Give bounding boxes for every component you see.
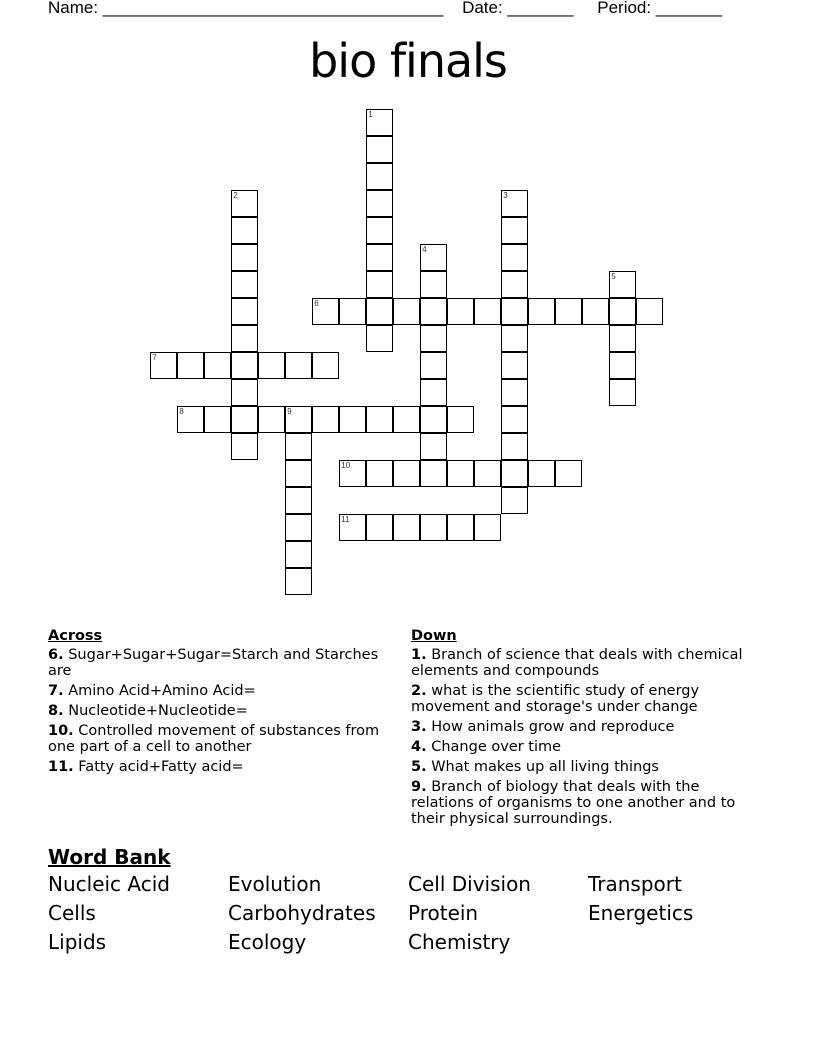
clue-number: 5. (411, 759, 427, 775)
crossword-cell[interactable] (285, 514, 312, 541)
clue-number: 11. (48, 759, 74, 775)
clue-text: Nucleotide+Nucleotide= (68, 703, 248, 719)
crossword-cell[interactable] (231, 433, 258, 460)
crossword-cell[interactable] (231, 298, 258, 325)
word-bank-item: Cells (48, 901, 96, 925)
crossword-cell[interactable] (231, 190, 258, 217)
crossword-cell[interactable] (339, 406, 366, 433)
clue-across-6 (48, 647, 398, 679)
across-clues (48, 628, 398, 779)
crossword-cell[interactable] (285, 433, 312, 460)
crossword-cell[interactable] (366, 460, 393, 487)
clue-number-label: 9 (287, 407, 292, 417)
crossword-cell[interactable] (339, 460, 366, 487)
across-heading: Across (48, 628, 103, 644)
word-bank-item: Protein (408, 901, 479, 925)
crossword-cell[interactable] (582, 298, 609, 325)
clue-number: 4. (411, 739, 427, 755)
crossword-cell[interactable] (501, 460, 528, 487)
crossword-cell[interactable] (285, 568, 312, 595)
clue-number-label: 7 (152, 353, 157, 363)
crossword-cell[interactable] (366, 190, 393, 217)
crossword-cell[interactable] (366, 271, 393, 298)
clue-text: Sugar+Sugar+Sugar=Starch and Starches are (48, 647, 379, 679)
crossword-cell[interactable] (366, 298, 393, 325)
crossword-cell[interactable] (285, 487, 312, 514)
crossword-cell[interactable] (231, 379, 258, 406)
word-bank-item: Chemistry (408, 930, 511, 954)
word-bank (48, 872, 768, 955)
crossword-cell[interactable] (393, 298, 420, 325)
crossword-cell[interactable] (501, 244, 528, 271)
clue-number-label: 2 (233, 191, 238, 201)
crossword-cell[interactable] (474, 460, 501, 487)
crossword-cell[interactable] (366, 244, 393, 271)
crossword-cell[interactable] (312, 406, 339, 433)
word-bank-title: Word Bank (48, 845, 171, 869)
crossword-cell[interactable] (447, 514, 474, 541)
clue-number-label: 11 (341, 515, 350, 525)
crossword-cell[interactable] (393, 406, 420, 433)
crossword-cell[interactable] (420, 433, 447, 460)
crossword-cell[interactable] (447, 460, 474, 487)
crossword-cell[interactable] (339, 298, 366, 325)
crossword-cell[interactable] (501, 325, 528, 352)
crossword-cell[interactable] (609, 352, 636, 379)
crossword-cell[interactable] (501, 298, 528, 325)
crossword-cell[interactable] (231, 406, 258, 433)
crossword-cell[interactable] (258, 406, 285, 433)
crossword-cell[interactable] (393, 514, 420, 541)
clue-number-label: 6 (314, 299, 319, 309)
crossword-cell[interactable] (285, 460, 312, 487)
crossword-cell[interactable] (177, 406, 204, 433)
word-bank-item: Transport (588, 872, 682, 896)
clue-number: 7. (48, 683, 64, 699)
period-field[interactable]: Period: _______ (597, 0, 723, 17)
crossword-cell[interactable] (231, 271, 258, 298)
crossword-cell[interactable] (393, 460, 420, 487)
clue-number-label: 8 (179, 407, 184, 417)
crossword-cell[interactable] (420, 379, 447, 406)
crossword-cell[interactable] (339, 514, 366, 541)
crossword-cell[interactable] (609, 298, 636, 325)
crossword-grid (151, 110, 665, 597)
crossword-cell[interactable] (447, 406, 474, 433)
clue-number: 8. (48, 703, 64, 719)
crossword-cell[interactable] (204, 406, 231, 433)
crossword-cell[interactable] (528, 460, 555, 487)
crossword-cell[interactable] (609, 325, 636, 352)
crossword-cell[interactable] (258, 352, 285, 379)
word-bank-item: Carbohydrates (228, 901, 376, 925)
crossword-cell[interactable] (501, 379, 528, 406)
word-bank-item: Cell Division (408, 872, 531, 896)
word-bank-item: Ecology (228, 930, 307, 954)
crossword-cell[interactable] (501, 433, 528, 460)
clue-text: Controlled movement of substances from one part of a cell to another (48, 723, 380, 755)
crossword-cell[interactable] (420, 244, 447, 271)
word-bank-item: Evolution (228, 872, 322, 896)
clue-text: Branch of science that deals with chemical elements and compounds (411, 647, 743, 679)
crossword-cell[interactable] (609, 271, 636, 298)
clue-across-8 (48, 703, 398, 719)
clue-number: 3. (411, 719, 427, 735)
crossword-cell[interactable] (204, 352, 231, 379)
crossword-cell[interactable] (528, 298, 555, 325)
crossword-cell[interactable] (420, 298, 447, 325)
clue-number: 9. (411, 779, 427, 795)
crossword-cell[interactable] (366, 406, 393, 433)
crossword-cell[interactable] (285, 352, 312, 379)
crossword-cell[interactable] (177, 352, 204, 379)
clue-across-10 (48, 723, 398, 755)
crossword-cell[interactable] (501, 406, 528, 433)
name-field[interactable]: Name: ____________________________________ (48, 0, 444, 17)
crossword-cell[interactable] (501, 190, 528, 217)
crossword-cell[interactable] (609, 379, 636, 406)
crossword-cell[interactable] (285, 541, 312, 568)
clue-number-label: 1 (368, 110, 373, 120)
clue-down-9 (411, 779, 756, 827)
crossword-cell[interactable] (420, 460, 447, 487)
crossword-cell[interactable] (555, 460, 582, 487)
crossword-cell[interactable] (636, 298, 663, 325)
crossword-cell[interactable] (420, 406, 447, 433)
date-field[interactable]: Date: _______ (462, 0, 574, 17)
clue-number-label: 5 (611, 272, 616, 282)
clue-number-label: 10 (341, 461, 351, 471)
page-title: bio finals (309, 34, 507, 88)
clue-number: 1. (411, 647, 427, 663)
crossword-cell[interactable] (501, 217, 528, 244)
crossword-cell[interactable] (366, 163, 393, 190)
crossword-cell[interactable] (285, 406, 312, 433)
crossword-cell[interactable] (231, 217, 258, 244)
word-bank-item: Nucleic Acid (48, 872, 170, 896)
clue-number: 2. (411, 683, 427, 699)
clue-down-4 (411, 739, 756, 755)
clue-text: Fatty acid+Fatty acid= (78, 759, 244, 775)
crossword-cell[interactable] (231, 325, 258, 352)
crossword-cell[interactable] (366, 217, 393, 244)
crossword-cell[interactable] (474, 514, 501, 541)
clue-text: Amino Acid+Amino Acid= (68, 683, 256, 699)
crossword-cell[interactable] (447, 298, 474, 325)
clue-down-3 (411, 719, 756, 735)
crossword-cell[interactable] (420, 352, 447, 379)
clue-text: What makes up all living things (431, 759, 659, 775)
crossword-cell[interactable] (420, 271, 447, 298)
crossword-cell[interactable] (231, 352, 258, 379)
crossword-cell[interactable] (366, 325, 393, 352)
crossword-cell[interactable] (231, 244, 258, 271)
clue-number-label: 4 (422, 245, 427, 255)
clue-number-label: 3 (503, 191, 508, 201)
word-bank-item: Energetics (588, 901, 694, 925)
clue-text: what is the scientific study of energy movement and storage's under change (411, 683, 700, 715)
crossword-cell[interactable] (366, 514, 393, 541)
clue-across-7 (48, 683, 398, 699)
crossword-cell[interactable] (420, 325, 447, 352)
crossword-cell[interactable] (501, 271, 528, 298)
crossword-cell[interactable] (312, 352, 339, 379)
clue-down-1 (411, 647, 756, 679)
crossword-cell[interactable] (366, 109, 393, 136)
crossword-cell[interactable] (501, 352, 528, 379)
down-clues (411, 628, 756, 831)
clue-text: Branch of biology that deals with the relations of organisms to one another and to their physical surroundings. (411, 779, 736, 827)
crossword-cell[interactable] (312, 298, 339, 325)
clue-down-2 (411, 683, 756, 715)
word-bank-item: Lipids (48, 930, 107, 954)
worksheet-header (48, 0, 722, 18)
crossword-cell[interactable] (150, 352, 177, 379)
clue-across-11 (48, 759, 398, 775)
clue-number: 6. (48, 647, 64, 663)
crossword-cell[interactable] (366, 136, 393, 163)
down-heading: Down (411, 628, 457, 644)
crossword-cell[interactable] (501, 487, 528, 514)
crossword-cell[interactable] (555, 298, 582, 325)
clue-text: Change over time (431, 739, 562, 755)
crossword-cell[interactable] (474, 298, 501, 325)
clue-down-5 (411, 759, 756, 775)
crossword-cell[interactable] (420, 514, 447, 541)
clue-number: 10. (48, 723, 74, 739)
clue-text: How animals grow and reproduce (431, 719, 675, 735)
